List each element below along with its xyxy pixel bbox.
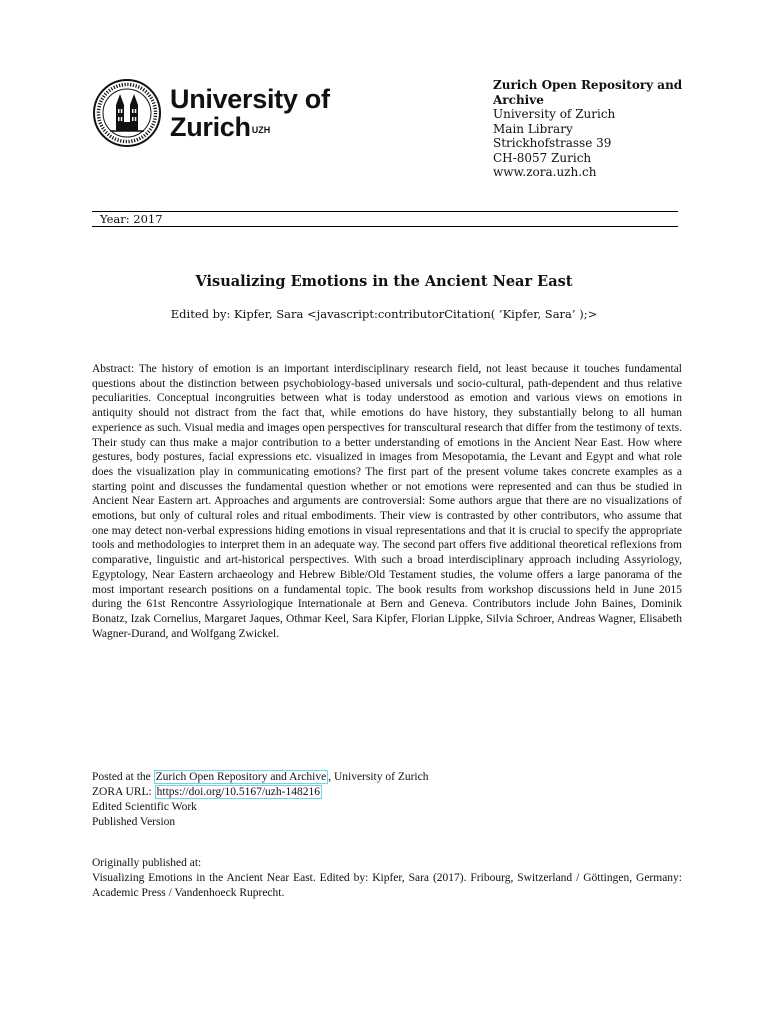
- divider-bottom: [92, 226, 678, 227]
- posted-info: [92, 770, 429, 830]
- repo-title-line2: Archive: [493, 92, 544, 107]
- zora-url-line: [92, 785, 429, 800]
- repo-line-library: Main Library: [493, 121, 573, 136]
- zora-label: ZORA URL:: [92, 786, 155, 798]
- original-citation: Visualizing Emotions in the Ancient Near East. Edited by: Kipfer, Sara (2017). Fribourg, Switzerland / Göttingen, Germany: Academic Press / Vandenhoeck Ruprecht.: [92, 872, 682, 899]
- repo-line-university: University of Zurich: [493, 107, 616, 121]
- version: Published Version: [92, 816, 176, 828]
- university-name-line1: University of: [170, 84, 330, 114]
- university-name-line2: Zurich: [170, 112, 251, 142]
- document-title: Visualizing Emotions in the Ancient Near East: [195, 273, 573, 290]
- repo-line-website: www.zora.uzh.ch: [493, 165, 597, 179]
- repo-line-street: Strickhofstrasse 39: [493, 136, 612, 150]
- posted-suffix: , University of Zurich: [328, 771, 429, 783]
- posted-line: [92, 770, 429, 785]
- university-seal-icon: [92, 78, 162, 148]
- repo-line-city: CH-8057 Zurich: [493, 150, 592, 165]
- university-name: [170, 85, 330, 141]
- posted-prefix: Posted at the: [92, 771, 154, 783]
- original-heading: Originally published at:: [92, 857, 202, 869]
- abstract: Abstract: The history of emotion is an important interdisciplinary research field, not least because it touches fundamental questions about the distinction between psychobiology-based universals und socio-cultural, path-dependent and thus relative peculiarities. Conceptual incongruities between what is today understood as emotion and various views on emotions in antiquity should not distract from the fact that, while emotions do have history, they substantially belong to all human experience as such. Visual media and images open perspectives for transcultural research that differ from the testimony of texts. Their study can thus make a major contribution to a better understanding of emotions in the Ancient Near East. How where gestures, body postures, facial expressions etc. visualized in images from Mesopotamia, the Levant and Egypt and what role does the visualization play in communicating emotions? The first part of the present volume takes concrete examples as a starting point and discusses the fundamental question whether or not emotions were represented and can thus be studied in Ancient Near Eastern art. Approaches and arguments are controversial: Some authors argue that there are no visualizations of emotions, but only of cultural roles and ritual embodiments. Their view is contrasted by other contributors, who assume that one may detect non-verbal expressions hiding emotions in visual representations and that it is crucial to specify the appropriate tools and methodologies to interpret them in an adequate way. The second part offers five additional theoretical reflexions from comparative, linguistic and art-historical perspectives. With such a broad interdisciplinary approach including Assyriology, Egyptology, Near Eastern archaeology and Hebrew Bible/Old Testament studies, the volume offers a large panorama of the most important research positions on a fundamental topic. The book results from workshop discussions held in June 2015 during the 61st Rencontre Assyriologique Internationale at Bern and Geneva. Contributors include John Baines, Dominik Bonatz, Izak Cornelius, Margaret Jaques, Othmar Keel, Sara Kipfer, Florian Lippke, Silvia Schroer, Andreas Wagner, Elisabeth Wagner-Durand, and Wolfgang Zwickel.: [92, 363, 682, 640]
- zora-url-link[interactable]: https://doi.org/10.5167/uzh-148216: [156, 786, 320, 798]
- page-header: [0, 0, 768, 200]
- repo-title-line1: Zurich Open Repository and: [493, 78, 683, 92]
- divider-top: [92, 211, 678, 212]
- work-type: Edited Scientific Work: [92, 801, 197, 813]
- editors-line: Edited by: Kipfer, Sara <javascript:contributorCitation( ’Kipfer, Sara’ );>: [170, 307, 598, 321]
- repo-link[interactable]: Zurich Open Repository and Archive: [155, 771, 327, 783]
- year-label: Year: 2017: [100, 212, 163, 226]
- university-superscript: UZH: [251, 125, 271, 135]
- original-publication: [92, 856, 682, 901]
- repository-address: [493, 78, 682, 180]
- university-logo: [92, 78, 330, 148]
